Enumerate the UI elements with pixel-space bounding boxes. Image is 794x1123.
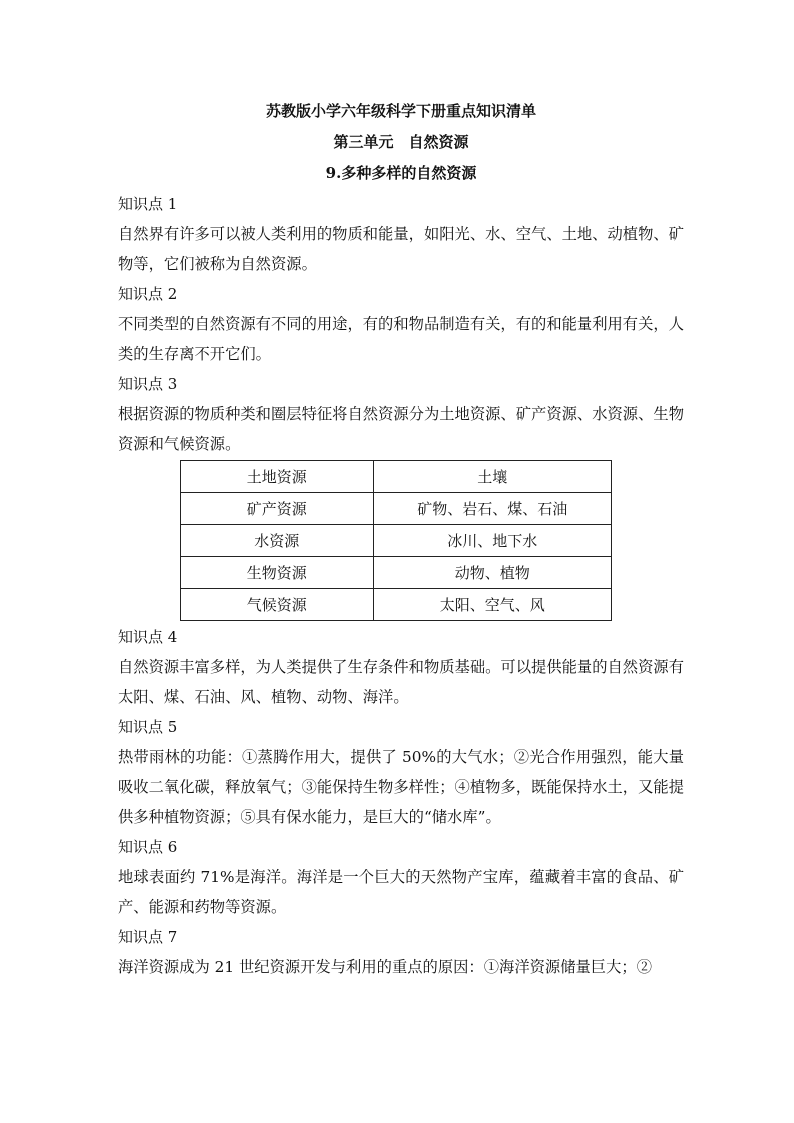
table-cell-resource-examples: 矿物、岩石、煤、石油	[373, 493, 611, 525]
table-row	[181, 493, 612, 525]
document-title: 苏教版小学六年级科学下册重点知识清单	[265, 102, 536, 120]
knowledge-point-4-label: 知识点 4	[118, 628, 178, 646]
table-cell-resource-type: 气候资源	[181, 589, 374, 621]
knowledge-point-5-text: 热带雨林的功能：①蒸腾作用大，提供了 50%的大气水；②光合作用强烈，能大量吸收二氧化碳，释放氧气；③能保持生物多样性；④植物多，既能保持水土，又能提供多种植物资源；⑤具有保水能力，是巨大的“储水库”。	[118, 748, 684, 826]
knowledge-point-2-text: 不同类型的自然资源有不同的用途，有的和物品制造有关，有的和能量利用有关，人类的生存离不开它们。	[118, 315, 684, 363]
table-row	[181, 589, 612, 621]
table-row	[181, 461, 612, 493]
table-row	[181, 525, 612, 557]
knowledge-point-4-text: 自然资源丰富多样，为人类提供了生存条件和物质基础。可以提供能量的自然资源有太阳、煤、石油、风、植物、动物、海洋。	[118, 658, 684, 706]
knowledge-point-2-label: 知识点 2	[118, 285, 178, 303]
document-page	[118, 96, 684, 982]
knowledge-point-5-label: 知识点 5	[118, 718, 178, 736]
table-cell-resource-type: 矿产资源	[181, 493, 374, 525]
knowledge-point-7-label: 知识点 7	[118, 928, 178, 946]
knowledge-point-6-label: 知识点 6	[118, 838, 178, 856]
knowledge-point-6-text: 地球表面约 71%是海洋。海洋是一个巨大的天然物产宝库，蕴藏着丰富的食品、矿产、能源和药物等资源。	[118, 868, 684, 916]
table-cell-resource-examples: 动物、植物	[373, 557, 611, 589]
knowledge-point-3-label: 知识点 3	[118, 375, 178, 393]
lesson-title: 9.多种多样的自然资源	[325, 164, 477, 182]
table-row	[181, 557, 612, 589]
table-cell-resource-type: 土地资源	[181, 461, 374, 493]
table-cell-resource-examples: 太阳、空气、风	[373, 589, 611, 621]
table-cell-resource-type: 水资源	[181, 525, 374, 557]
table-cell-resource-examples: 土壤	[373, 461, 611, 493]
table-cell-resource-examples: 冰川、地下水	[373, 525, 611, 557]
resource-classification-table	[180, 460, 612, 621]
unit-title: 第三单元 自然资源	[333, 133, 469, 151]
table-cell-resource-type: 生物资源	[181, 557, 374, 589]
knowledge-point-1-text: 自然界有许多可以被人类利用的物质和能量，如阳光、水、空气、土地、动植物、矿物等，它们被称为自然资源。	[118, 225, 684, 273]
knowledge-point-3-text: 根据资源的物质种类和圈层特征将自然资源分为土地资源、矿产资源、水资源、生物资源和气候资源。	[118, 405, 684, 453]
knowledge-point-1-label: 知识点 1	[118, 195, 178, 213]
knowledge-point-7-text: 海洋资源成为 21 世纪资源开发与利用的重点的原因：①海洋资源储量巨大；②	[118, 958, 652, 976]
